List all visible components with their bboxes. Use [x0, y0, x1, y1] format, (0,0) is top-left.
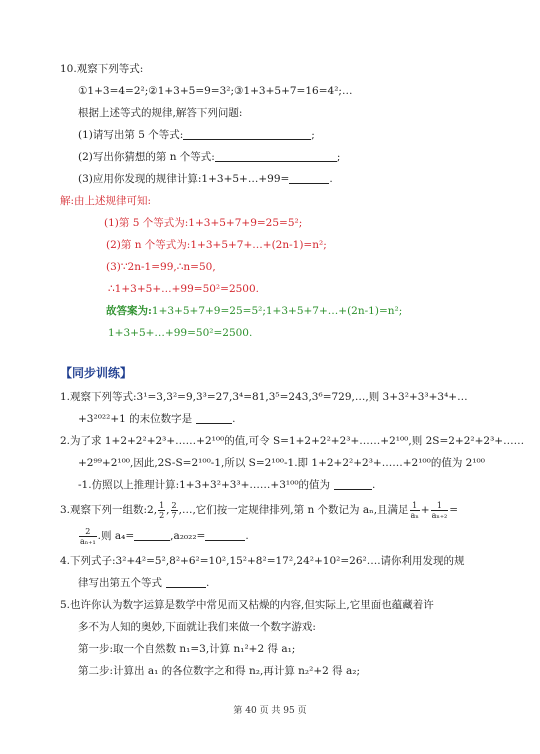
exercise2-text: -1.仿照以上推理计算:1+3+3²+3³+……+3¹⁰⁰的值为 — [78, 479, 331, 491]
fraction-1-an2 — [431, 501, 449, 520]
fraction-numerator: 2 — [171, 500, 177, 510]
answer-blank — [196, 413, 232, 424]
exercise3-text-c: .则 a₄= — [97, 530, 135, 542]
q10-part1-end: ; — [311, 129, 315, 141]
final-answer-line1: 1+3+5+7+9=25=5²;1+3+5+7+…+(2n-1)=n²; — [151, 305, 403, 317]
answer-blank — [334, 479, 372, 490]
exercise2-line3 — [78, 478, 375, 492]
solution-label: 解:由上述规律可知: — [60, 195, 152, 207]
exercise3-text-d: ,a₂₀₂₂= — [170, 530, 206, 542]
exercise1-line1: 1.观察下列等式:3¹=3,3²=9,3³=27,3⁴=81,3⁵=243,3⁶=729,…,则 3+3²+3³+3⁴+… — [60, 391, 468, 403]
answer2-label: (2)第 n 个等式为: — [106, 239, 191, 251]
fraction-denominator: aₙ₊₂ — [431, 510, 448, 520]
answer-blank — [205, 530, 245, 541]
answer-blank — [183, 129, 311, 140]
exercise4-line2 — [78, 576, 209, 590]
answer-blank — [215, 151, 337, 162]
fraction-denominator: 2 — [159, 510, 165, 520]
fraction-numerator: 1 — [159, 500, 165, 510]
fraction-denominator: 7 — [171, 510, 177, 520]
q10-part1 — [78, 128, 315, 142]
exercise4-text: 律写出第五个等式 — [78, 577, 162, 589]
q10-part2-end: ; — [336, 151, 341, 163]
q10-part3-end: . — [329, 173, 333, 185]
fraction-2-an1 — [79, 527, 97, 546]
fraction-denominator: aₙ — [410, 510, 419, 520]
solution-answer2 — [106, 238, 327, 252]
solution-answer3: (3)∵2n-1=99,∴n=50, — [106, 261, 216, 273]
q10-part2-text: (2)写出你猜想的第 n 个等式: — [78, 151, 215, 163]
fraction-denominator: aₙ₊₁ — [80, 536, 96, 546]
exercise5-line1: 5.也许你认为数字运算是数学中常见而又枯燥的内容,但实际上,它里面也蕴藏着许 — [60, 599, 434, 611]
section-title: 【同步训练】 — [60, 366, 133, 380]
fraction-numerator: 1 — [410, 501, 420, 511]
exercise3-line1: 3.观察下列一组数:2, $\frac{1}{2}$ , $\frac{2}{7}$ ,…,它们按一定规律排列,第 n 个数记为 aₙ,且满足 $\frac{1}{\text{aₙ}}$ + $\frac{1}{\text{aₙ₊₂}}$ = — [60, 500, 459, 520]
q10-intro: 根据上述等式的规律,解答下列问题: — [78, 107, 243, 119]
fraction-2-7 — [171, 501, 178, 520]
fraction-1-2 — [158, 501, 165, 520]
equals-sign: = — [449, 504, 459, 516]
exercise4-line1: 4.下列式子:3²+4²=5²,8²+6²=10²,15²+8²=17²,24²+10²=26²….请你利用发现的规 — [60, 555, 465, 567]
final-answer-label: 故答案为: — [106, 305, 152, 317]
fraction-numerator: 2 — [79, 527, 97, 537]
q10-part2 — [78, 150, 340, 164]
final-answer — [106, 304, 402, 318]
exercise1-text: +3²⁰²²+1 的末位数字是 — [78, 413, 193, 425]
exercise5-line2: 多不为人知的奥妙,下面就让我们来做一个数字游戏: — [78, 621, 316, 633]
plus-sign: + — [420, 504, 430, 516]
page-footer: 第 40 页 共 95 页 — [233, 706, 307, 716]
exercise5-step2: 第二步:计算出 a₁ 的各位数字之和得 n₂,再计算 n₂²+2 得 a₂; — [78, 665, 361, 677]
answer-blank — [289, 173, 329, 184]
q10-part3-text: (3)应用你发现的规律计算:1+3+5+…+99= — [78, 173, 290, 185]
exercise2-line2: +2⁹⁹+2¹⁰⁰,因此,2S-S=2¹⁰⁰-1,所以 S=2¹⁰⁰-1.即 1+2+2²+2³+……+2¹⁰⁰的值为 2¹⁰⁰ — [78, 457, 485, 469]
exercise1-line2 — [78, 412, 235, 426]
q10-equations: ①1+3=4=2²;②1+3+5=9=3²;③1+3+5+7=16=4²;… — [78, 85, 353, 97]
exercise3-line2 — [78, 526, 249, 546]
q10-part3 — [78, 172, 333, 186]
exercise3-text-a: 3.观察下列一组数:2, — [60, 504, 158, 516]
answer1-label: (1)第 5 个等式为: — [104, 217, 189, 229]
fraction-numerator: 1 — [431, 501, 449, 511]
q10-part1-text: (1)请写出第 5 个等式: — [78, 129, 184, 141]
fraction-1-an — [410, 501, 420, 520]
answer-blank — [166, 577, 206, 588]
q10-title: 10.观察下列等式: — [60, 63, 144, 75]
solution-answer3-result: ∴1+3+5+…+99=50²=2500. — [108, 283, 259, 295]
exercise2-end: . — [372, 479, 376, 491]
answer2-value: 1+3+5+7+…+(2n-1)=n²; — [190, 239, 327, 251]
exercise3-text-b: ,…,它们按一定规律排列,第 n 个数记为 aₙ,且满足 — [178, 504, 409, 516]
exercise2-line1: 2.为了求 1+2+2²+2³+……+2¹⁰⁰的值,可令 S=1+2+2²+2³+……+2¹⁰⁰,则 2S=2+2²+2³+…… — [60, 435, 525, 447]
final-answer-line2: 1+3+5+…+99=50²=2500. — [108, 327, 253, 339]
exercise5-step1: 第一步:取一个自然数 n₁=3,计算 n₁²+2 得 a₁; — [78, 643, 296, 655]
answer-blank — [134, 530, 170, 541]
solution-answer1 — [104, 216, 302, 230]
answer1-value: 1+3+5+7+9=25=5²; — [188, 217, 303, 229]
exercise1-end: . — [232, 413, 236, 425]
exercise4-end: . — [206, 577, 210, 589]
exercise3-end: . — [245, 530, 249, 542]
